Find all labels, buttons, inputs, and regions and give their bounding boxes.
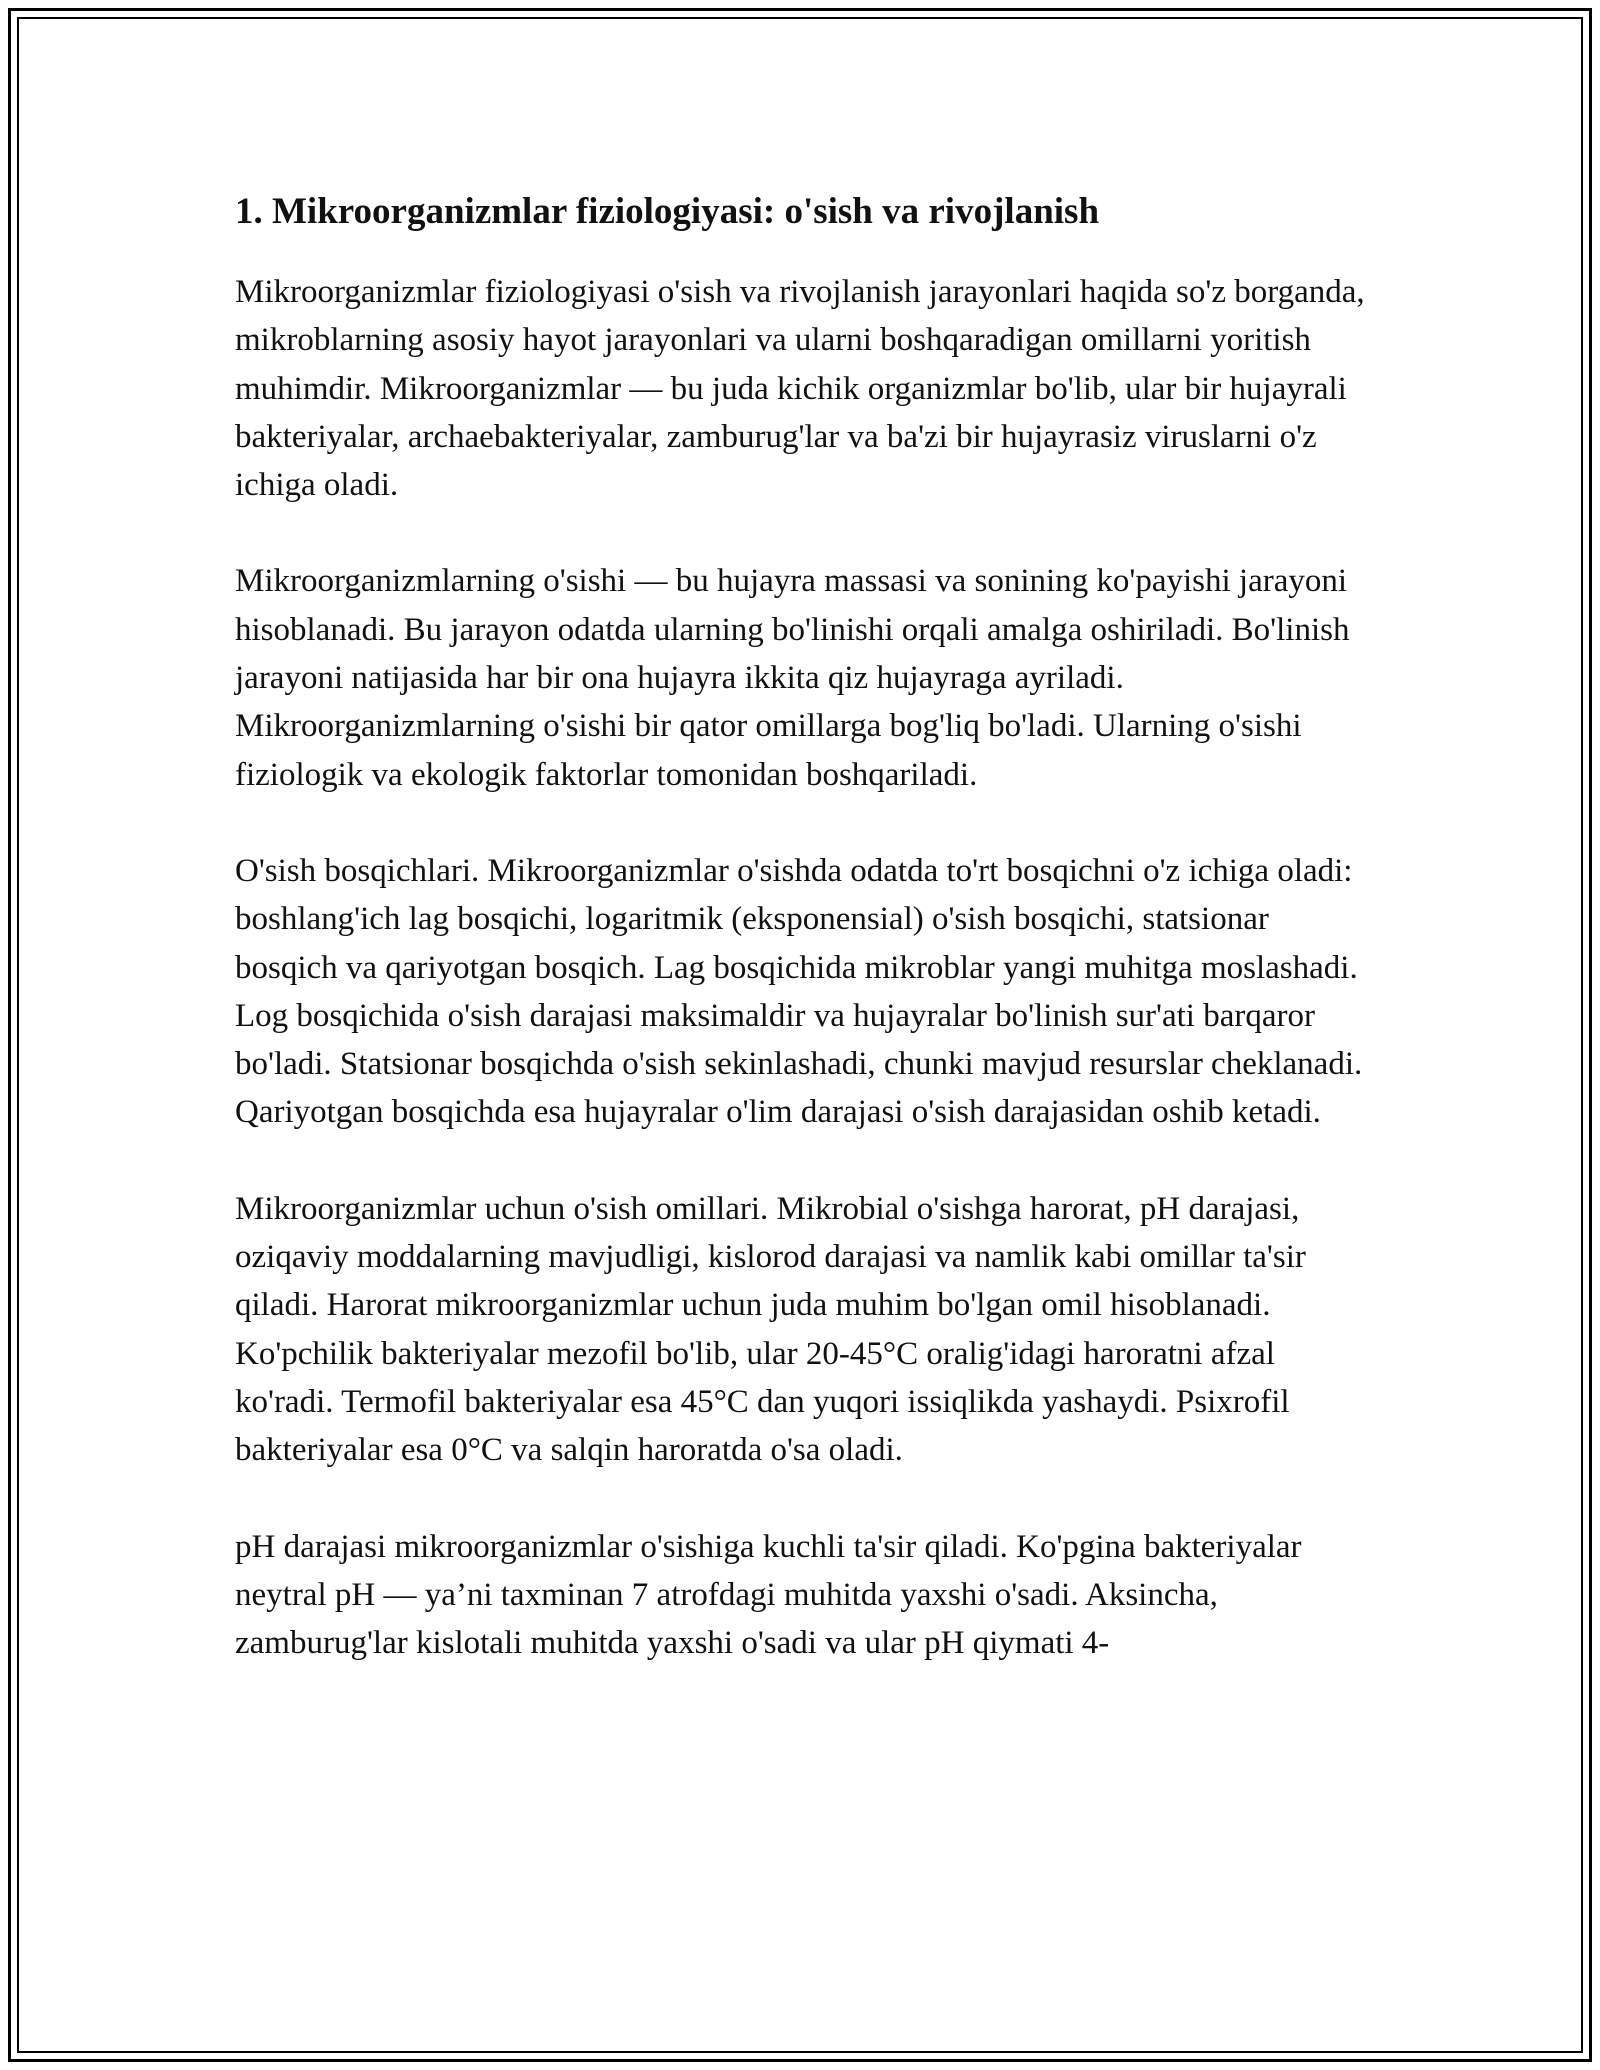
paragraph-intro: Mikroorganizmlar fiziologiyasi o'sish va rivojlanish jarayonlari haqida so'z borganda, mikroblarning asosiy hayot jarayonlari va ularni boshqaradigan omillarni yoritish muhimdir. Mikroorganizmlar — bu juda kichik organizmlar bo'lib, ular bir hujayrali bakteriyalar, archaebakteriyalar, zamburug'lar va ba'zi bir hujayrasiz viruslarni o'z ichiga oladi. [235, 274, 1365, 504]
paragraph-ph: pH darajasi mikroorganizmlar o'sishiga kuchli ta'sir qiladi. Ko'pgina bakteriyalar neytral pH — ya’ni taxminan 7 atrofdagi muhitda yaxshi o'sadi. Aksincha, zamburug'lar kislotali muhitda yaxshi o'sadi va ular pH qiymati 4- [235, 1528, 1302, 1662]
paragraph-growth: Mikroorganizmlarning o'sishi — bu hujayra massasi va sonining ko'payishi jarayoni hisoblanadi. Bu jarayon odatda ularning bo'linishi orqali amalga oshiriladi. Bo'linish jarayoni natijasida har bir ona hujayra ikkita qiz hujayraga ayriladi. Mikroorganizmlarning o'sishi bir qator omillarga bog'liq bo'ladi. Ularning o'sishi fiziologik va ekologik faktorlar tomonidan boshqariladi. [235, 563, 1350, 793]
paragraph-growth-phases: O'sish bosqichlari. Mikroorganizmlar o'sishda odatda to'rt bosqichni o'z ichiga oladi: boshlang'ich lag bosqichi, logaritmik (eksponensial) o'sish bosqichi, statsionar bosqich va qariyotgan bosqich. Lag bosqichida mikroblar yangi muhitga moslashadi. Log bosqichida o'sish darajasi maksimaldir va hujayralar bo'linish sur'ati barqaror bo'ladi. Statsionar bosqichda o'sish sekinlashadi, chunki mavjud resurslar cheklanadi. Qariyotgan bosqichda esa hujayralar o'lim darajasi o'sish darajasidan oshib ketadi. [235, 852, 1363, 1131]
document-body [235, 186, 1365, 1715]
paragraph-growth-factors: Mikroorganizmlar uchun o'sish omillari. Mikrobial o'sishga harorat, pH darajasi, oziqaviy moddalarning mavjudligi, kislorod darajasi va namlik kabi omillar ta'sir qiladi. Harorat mikroorganizmlar uchun juda muhim bo'lgan omil hisoblanadi. Ko'pchilik bakteriyalar mezofil bo'lib, ular 20-45°C oralig'idagi haroratni afzal ko'radi. Termofil bakteriyalar esa 45°C dan yuqori issiqlikda yashaydi. Psixrofil bakteriyalar esa 0°C va salqin haroratda o'sa oladi. [235, 1190, 1306, 1469]
section-heading: 1. Mikroorganizmlar fiziologiyasi: o'sish va rivojlanish [235, 191, 1100, 232]
